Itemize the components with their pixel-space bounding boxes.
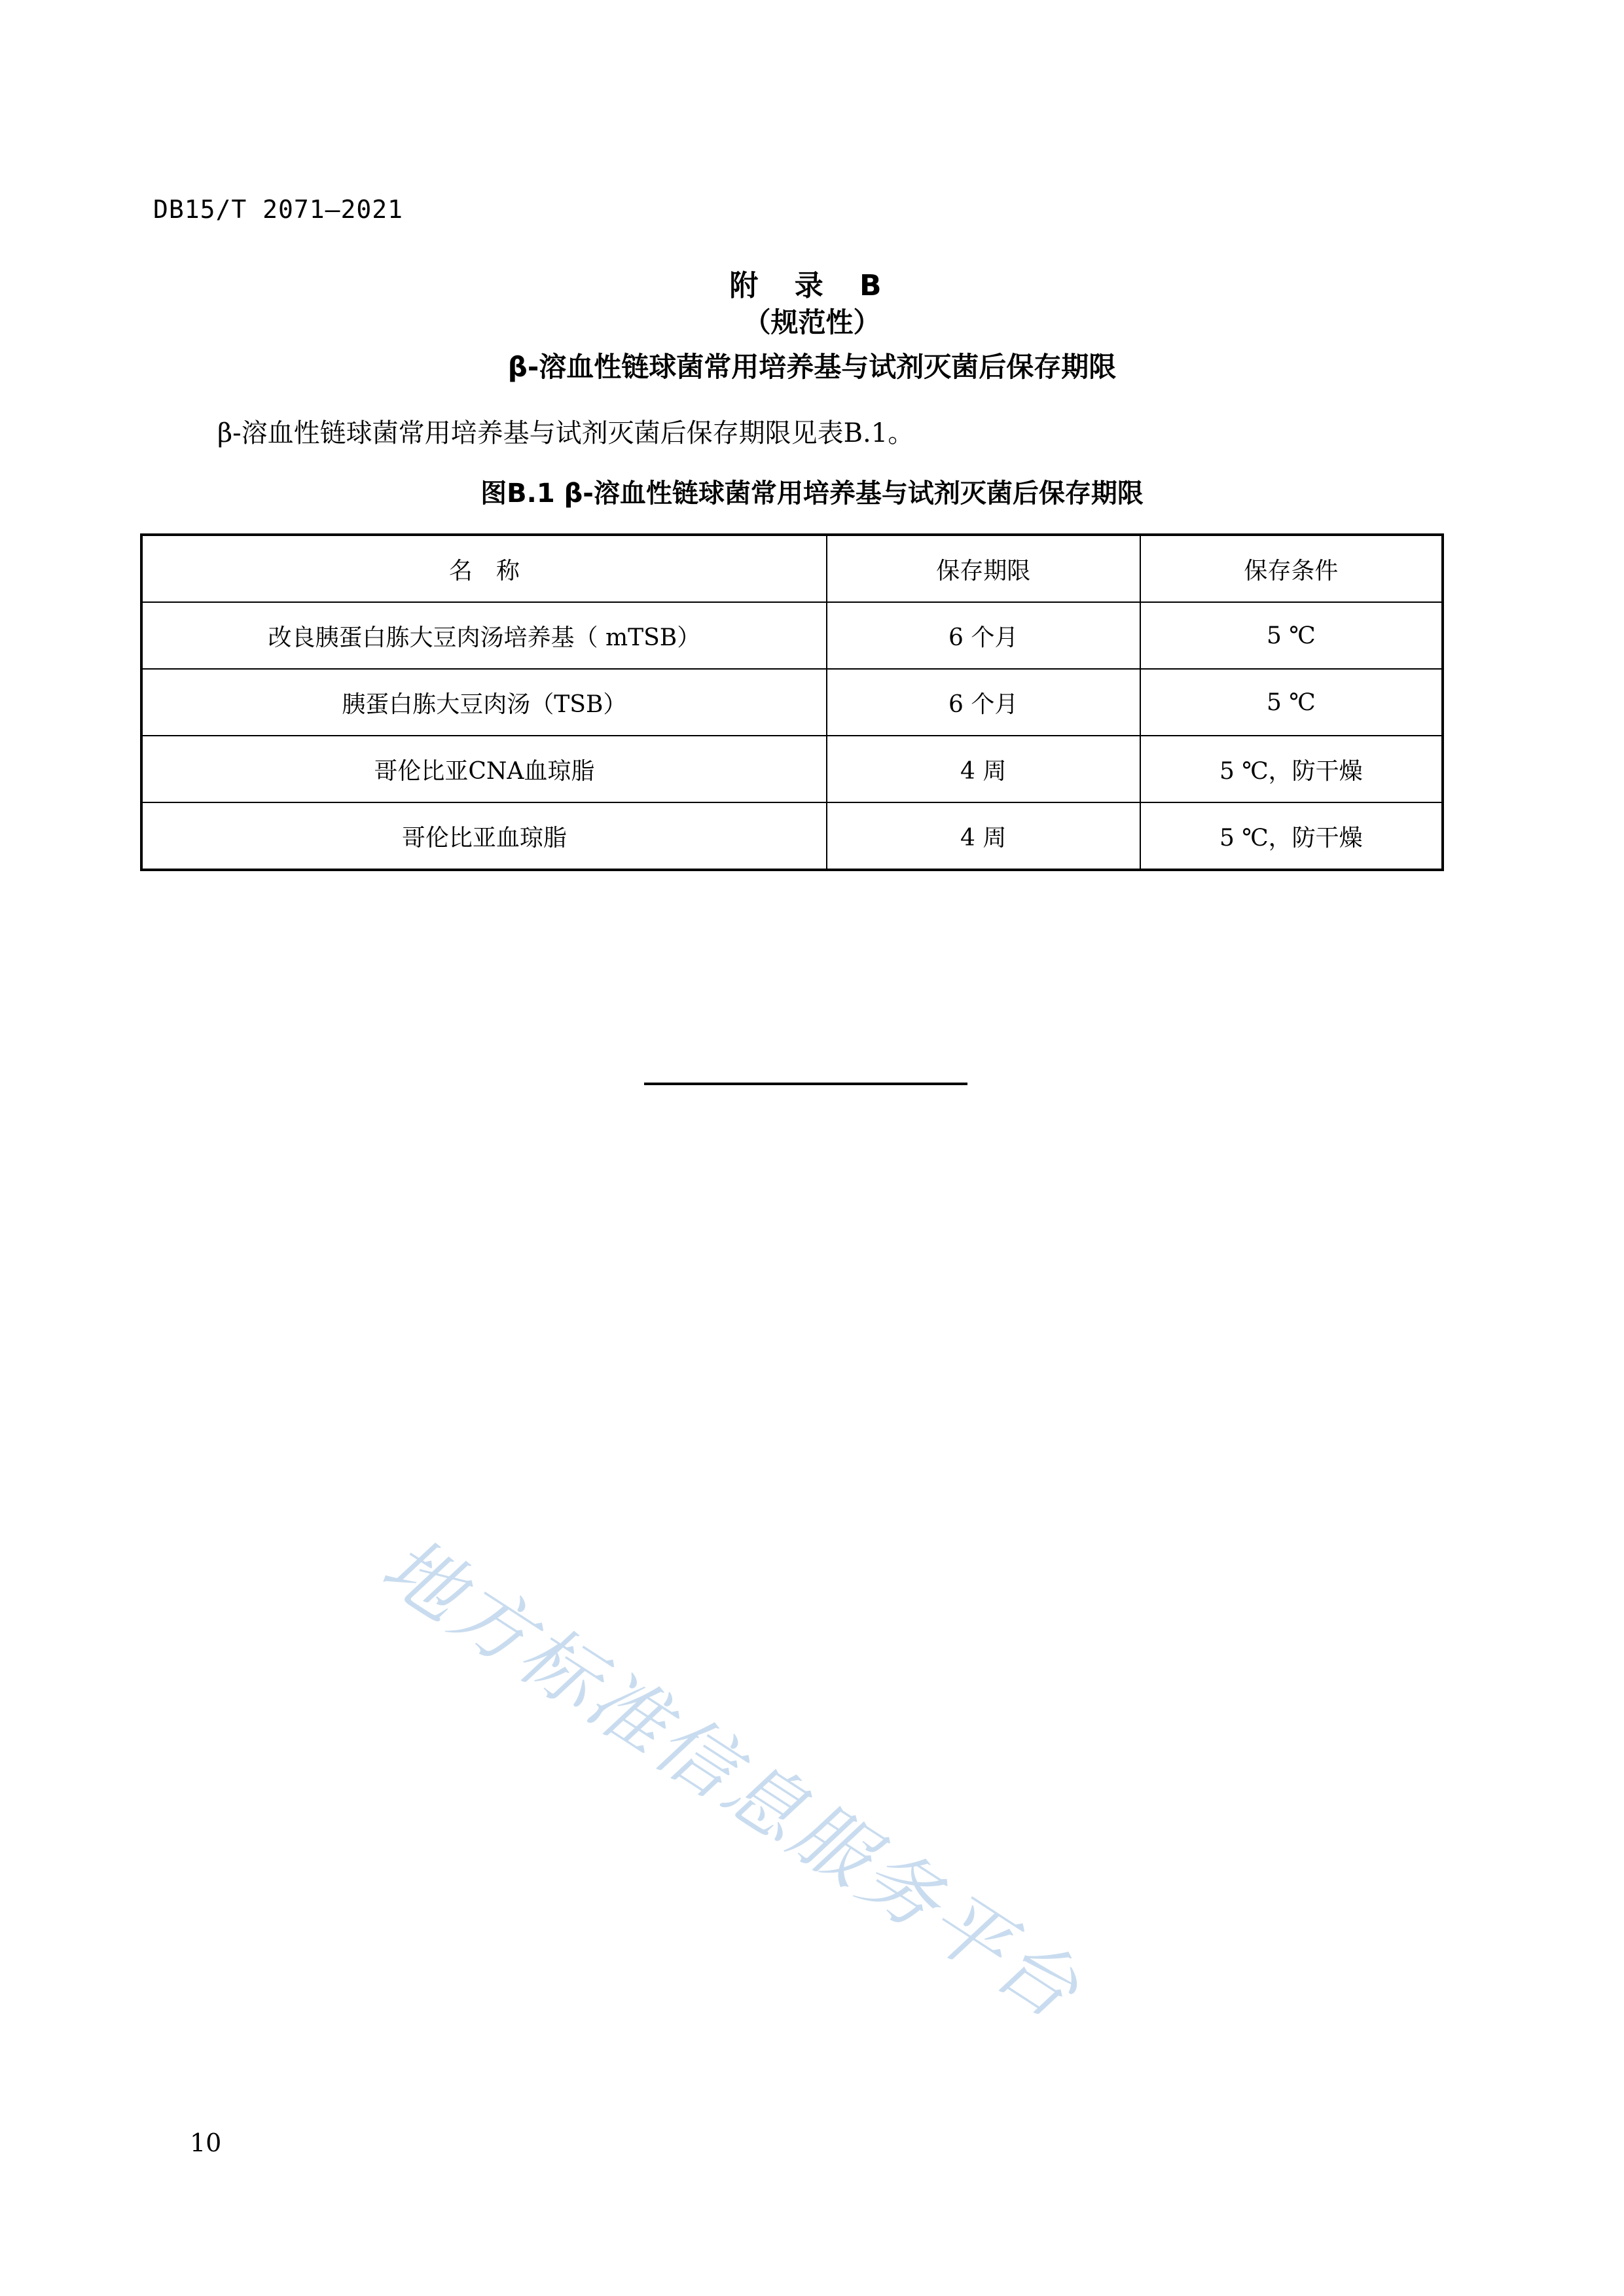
- table-row: [141, 802, 1443, 870]
- watermark: 地方标准信息服务平台: [367, 1519, 1097, 2037]
- intro-paragraph: β-溶血性链球菌常用培养基与试剂灭菌后保存期限见表B.1。: [217, 418, 914, 448]
- cell-condition: 5 ℃: [1140, 602, 1443, 669]
- cell-condition: 5 ℃，防干燥: [1140, 802, 1443, 870]
- cell-period: 4 周: [827, 736, 1140, 802]
- cell-name: 胰蛋白胨大豆肉汤（TSB）: [141, 669, 827, 736]
- table-caption: 图B.1 β-溶血性链球菌常用培养基与试剂灭菌后保存期限: [480, 478, 1144, 509]
- cell-period: 6 个月: [827, 669, 1140, 736]
- header-storage-condition: 保存条件: [1140, 535, 1443, 602]
- table-row: [141, 669, 1443, 736]
- table-row: [141, 736, 1443, 802]
- cell-condition: 5 ℃，防干燥: [1140, 736, 1443, 802]
- cell-condition: 5 ℃: [1140, 669, 1443, 736]
- appendix-title: β-溶血性链球菌常用培养基与试剂灭菌后保存期限: [507, 351, 1117, 383]
- cell-name: 改良胰蛋白胨大豆肉汤培养基（ mTSB）: [141, 602, 827, 669]
- appendix-type: （规范性）: [743, 306, 881, 338]
- header-name: 名 称: [141, 535, 827, 602]
- header-storage-period: 保存期限: [827, 535, 1140, 602]
- appendix-label: 附 录 B: [729, 269, 895, 302]
- table-header-row: [141, 535, 1443, 602]
- cell-name: 哥伦比亚血琼脂: [141, 802, 827, 870]
- document-number: DB15/T 2071—2021: [153, 195, 404, 224]
- storage-period-table: [140, 533, 1444, 871]
- cell-period: 4 周: [827, 802, 1140, 870]
- cell-name: 哥伦比亚CNA血琼脂: [141, 736, 827, 802]
- end-rule: [644, 1083, 967, 1085]
- table-row: [141, 602, 1443, 669]
- cell-period: 6 个月: [827, 602, 1140, 669]
- page-number: 10: [190, 2128, 222, 2157]
